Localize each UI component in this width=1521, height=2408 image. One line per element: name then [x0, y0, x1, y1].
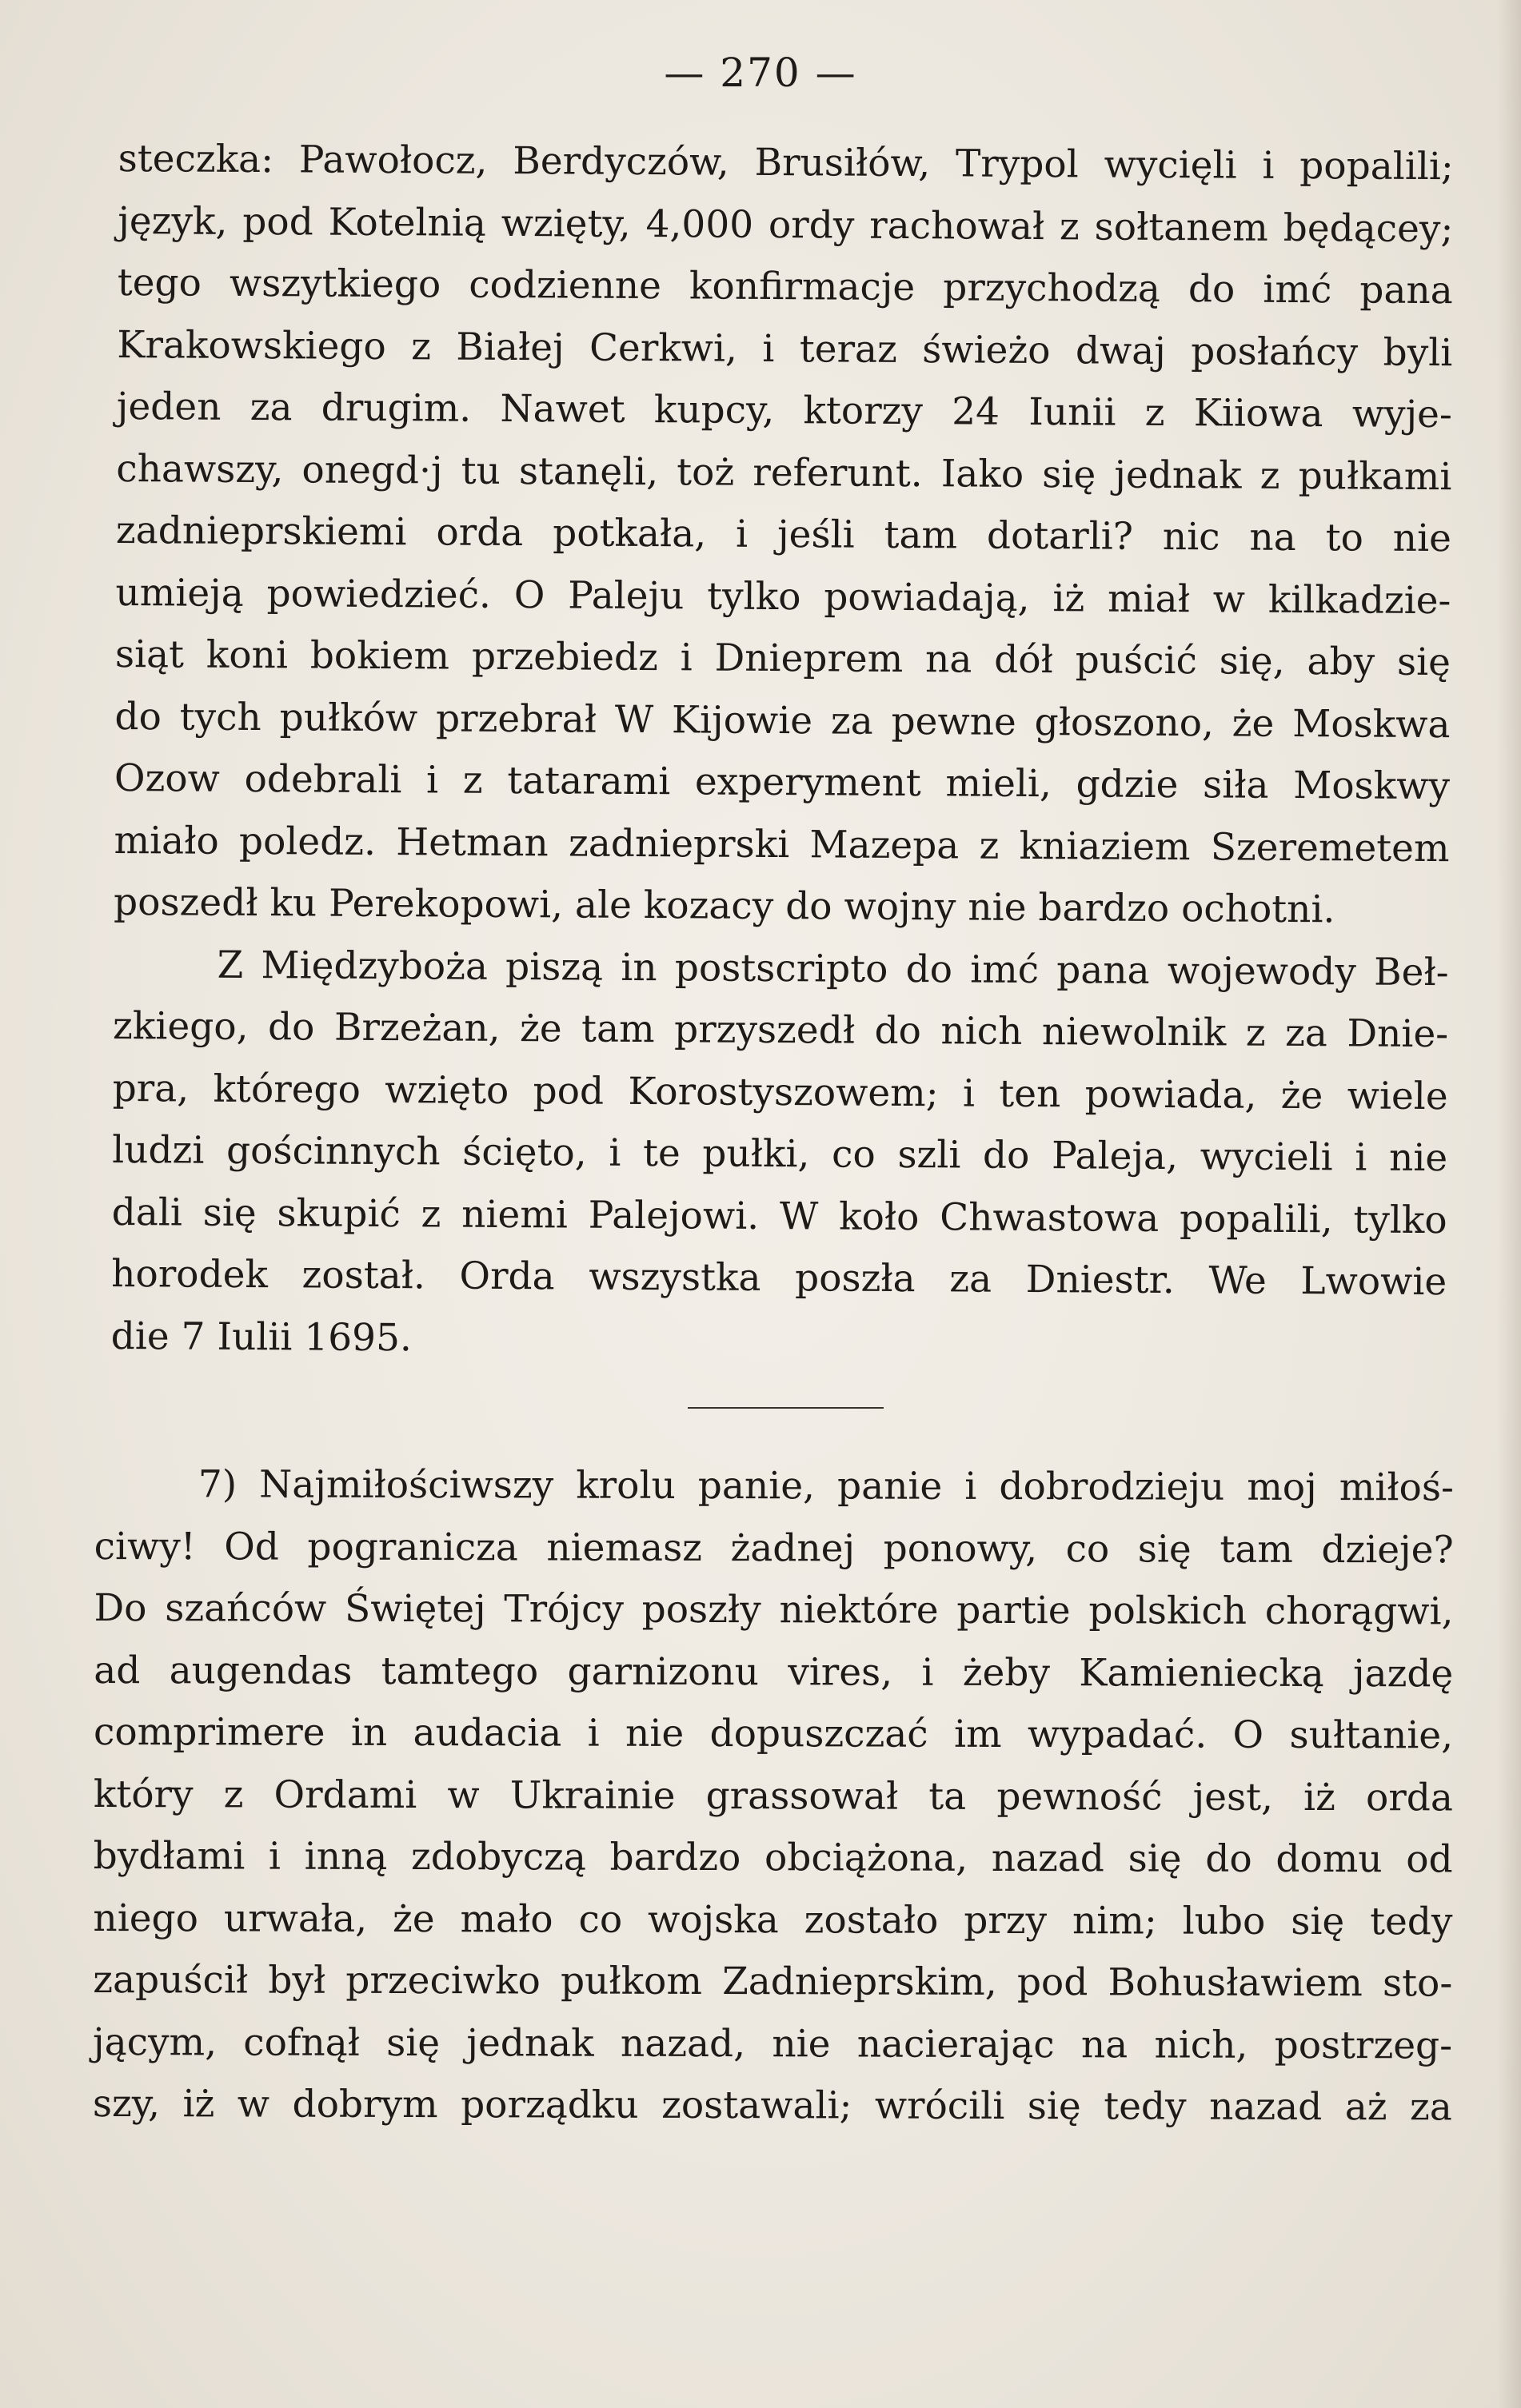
text-line: zapuścił był przeciwko pułkom Zadnieprskim, pod Bohusławiem sto- — [93, 1957, 1453, 2006]
text-line: poszedł ku Perekopowi, ale kozacy do wojny nie bardzo ochotni. — [113, 879, 1335, 932]
text-line: do tych pułków przebrał W Kijowie za pewne głoszono, że Moskwa — [114, 694, 1451, 747]
text-line: comprimere in audacia i nie dopuszczać im wypadać. O sułtanie, — [94, 1709, 1454, 1758]
text-line: Krakowskiego z Białej Cerkwi, i teraz świeżo dwaj posłańcy byli — [117, 322, 1453, 375]
text-line: jącym, cofnął się jednak nazad, nie nacierając na nich, postrzeg- — [93, 2019, 1453, 2067]
text-line: który z Ordami w Ukrainie grassował ta pewność jest, iż orda — [93, 1772, 1453, 1820]
text-line: Z Międzyboża piszą in postscripto do imć pana wojewody Beł- — [217, 943, 1449, 995]
text-line: chawszy, onegd·j tu stanęli, toż referunt. Iako się jednak z pułkami — [116, 446, 1452, 499]
text-line: Ozow odebrali i z tatarami experyment mieli, gdzie siła Moskwy — [114, 755, 1451, 809]
text-line: 7) Najmiłościwszy krolu panie, panie i dobrodzieju moj miłoś- — [198, 1462, 1454, 1510]
text-line: dali się skupić z niemi Palejowi. W koło Chwastowa popalili, tylko — [111, 1190, 1447, 1242]
text-line: język, pod Kotelnią wzięty, 4,000 ordy rachował z sołtanem będącey; — [118, 198, 1454, 251]
text-line: bydłami i inną zdobyczą bardzo obciążona, nazad się do domu od — [93, 1833, 1453, 1882]
text-line: die 7 Iulii 1695. — [110, 1314, 413, 1360]
text-line: ciwy! Od pogranicza niemasz żadnej ponowy, co się tam dzieje? — [94, 1524, 1454, 1572]
text-line: zadnieprskiemi orda potkała, i jeśli tam dotarli? nic na to nie — [115, 508, 1452, 561]
text-line: siąt koni bokiem przebiedz i Dnieprem na dół puścić się, aby się — [114, 632, 1451, 685]
text-line: zkiego, do Brzeżan, że tam przyszedł do nich niewolnik z za Dnie- — [112, 1003, 1449, 1057]
text-line: steczka: Pawołocz, Berdyczów, Brusiłów, Trypol wycięli i popalili; — [118, 136, 1454, 189]
text-line: miało poledz. Hetman zadnieprski Mazepa z kniaziem Szeremetem — [114, 818, 1450, 871]
text-line: ludzi gościnnych ścięto, i te pułki, co szli do Paleja, wycieli i nie — [112, 1127, 1448, 1181]
page-number: — 270 — — [664, 50, 857, 96]
letter-7-text — [93, 1453, 1454, 2139]
text-line: ad augendas tamtego garnizonu vires, i żeby Kamieniecką jazdę — [94, 1648, 1454, 1696]
text-line: tego wszytkiego codzienne konfirmacje przychodzą do imć pana — [117, 260, 1453, 313]
text-line: pra, którego wzięto pod Korostyszowem; i ten powiada, że wiele — [112, 1066, 1448, 1118]
text-line: jeden za drugim. Nawet kupcy, ktorzy 24 Iunii z Kiiowa wyje- — [116, 384, 1453, 437]
text-line: niego urwała, że mało co wojska zostało przy nim; lubo się tedy — [93, 1896, 1453, 1944]
text-line: umieją powiedzieć. O Paleju tylko powiadają, iż miał w kilkadzie- — [115, 570, 1451, 623]
text-line: szy, iż w dobrym porządku zostawali; wrócili się tedy nazad aż za — [92, 2081, 1452, 2130]
letter-continuation-text — [111, 128, 1454, 1375]
text-line: Do szańców Świętej Trójcy poszły niektóre partie polskich chorągwi, — [94, 1585, 1454, 1634]
section-divider — [688, 1407, 884, 1409]
text-line: horodek został. Orda wszystka poszła za Dniestr. We Lwowie — [111, 1251, 1447, 1305]
page-edge-shadow — [1497, 0, 1521, 2408]
